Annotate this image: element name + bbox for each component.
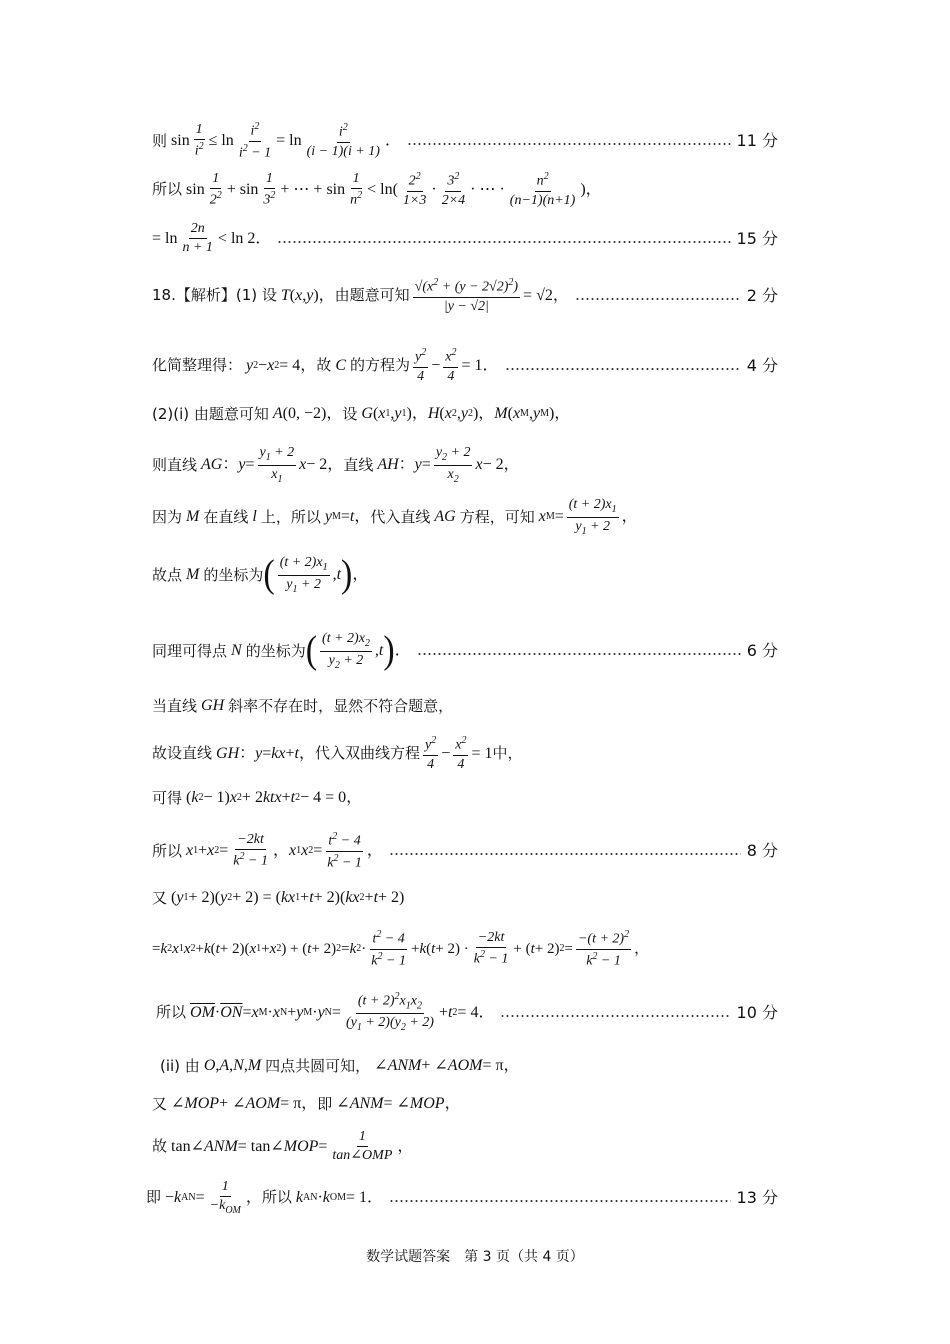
line-1: 则 sin $\frac{1}{i^2}$ ≤ ln $\frac{i^2}{i^2 - 1}$ = ln $\frac{i^2}{(i - 1)(i + 1)}$ ． 11 分 — [152, 121, 778, 161]
score: 2 分 — [746, 285, 778, 305]
dot-leader — [417, 653, 741, 655]
line-19: 又 ∠ MOP + ∠ AOM = π， 即 ∠ ANM = ∠ MOP ， — [152, 1094, 461, 1113]
line-5: 化简整理得： y 2 − x 2 = 4， 故 C 的方程为 $\frac{y^2}{4}$ − $\frac{x^2}{4}$ = 1． 4 分 — [152, 347, 778, 384]
dot-leader — [575, 298, 741, 300]
score: 11 分 — [736, 131, 778, 151]
line-7: 则直线 AG ： y = $\frac{y_1 + 2}{x_1}$ x − 2， 直线 AH ： y = $\frac{y_2 + 2}{x_2}$ x − 2， — [152, 445, 520, 485]
line-18: (ii) 由 O , A , N , M 四点共圆可知， ∠ ANM + ∠ AOM = π， — [160, 1056, 520, 1075]
score: 13 分 — [736, 1187, 778, 1207]
score: 6 分 — [746, 641, 778, 661]
line-9: 故点 M 的坐标为 ( $\frac{(t + 2)x_1}{y_1 + 2}$ , t ) ， — [152, 553, 369, 596]
score: 10 分 — [736, 1002, 778, 1022]
page-footer: 数学试题答案 第 3 页（共 4 页） — [366, 1249, 584, 1265]
line-6: (2)(i) 由题意可知 A (0, −2)， 设 G ( x 1 , y 1 )， H ( x 2 , y 2 )， M ( x M , y M )， — [152, 404, 571, 423]
line-4: 18.【解析】(1) 设 T ( x , y )， 由题意可知 $\frac{√(x^2 + (y - 2√2)^2)}{|y - √2|}$ = √2， 2 分 — [152, 277, 778, 314]
line-2: 所以 sin $\frac{1}{2^2}$ + sin $\frac{1}{3^2}$ + ⋯ + sin $\frac{1}{n^2}$ < ln( $\frac{2^2}{1\times 3}$ · $\frac{3^2}{2\times 4}$ · ⋯ · $\frac{n^2}{(n-1)(n+1)}$ )， — [152, 171, 602, 208]
line-20: 故 tan∠ ANM = tan∠ MOP = $\frac{1}{\text{tan∠OMP}}$ ， — [152, 1129, 414, 1163]
score: 15 分 — [736, 228, 778, 248]
line-14: 所以 x 1 + x 2 = $\frac{-2kt}{k^2 - 1}$ ， x 1 x 2 = $\frac{t^2 - 4}{k^2 - 1}$ ， 8 分 — [152, 831, 778, 871]
line-13: 可得 ( k 2 − 1) x 2 + 2 ktx + t 2 − 4 = 0， — [152, 788, 363, 807]
line-8: 因为 M 在直线 l 上，所以 y M = t ， 代入直线 AG 方程，可知 x M = $\frac{(t + 2)x_1}{y_1 + 2}$ ， — [152, 497, 638, 537]
line-16: = k 2 x 1 x 2 + k ( t + 2)( x 1 + x 2 ) + ( t + 2) 2 = k 2 · $\frac{t^2 - 4}{k^2 - 1}$ + k ( t + 2) · $\frac{-2kt}{k^2 - 1}$ + ( t + 2) 2 = $\frac{-(t + 2)^2}{k^2 - 1}$ ， — [152, 929, 650, 969]
score: 8 分 — [746, 841, 778, 861]
score: 4 分 — [746, 355, 778, 375]
line-17: 所以 $\overline{OM}$ · $\overline{ON}$ = x M · x N + y M · y N = $\frac{(t + 2)^2x_1x_2}{(y_1 + 2)(y_2 + 2)}$ + t 2 = 4． 10 分 — [156, 991, 778, 1034]
line-15: 又 ( y 1 + 2)( y 2 + 2) = ( kx 1 + t + 2)( kx 2 + t + 2) — [152, 888, 405, 907]
dot-leader — [500, 1015, 730, 1017]
line-3: = ln $\frac{2n}{n + 1}$ < ln 2． 15 分 — [152, 221, 778, 255]
line-11: 当直线 GH 斜率不存在时，显然不符合题意， — [152, 696, 454, 715]
dot-leader — [277, 241, 730, 243]
line-12: 故设直线 GH ： y = kx + t ， 代入双曲线方程 $\frac{y^2}{4}$ − $\frac{x^2}{4}$ = 1 中， — [152, 735, 523, 772]
line-21: 即 − k AN = $\frac{1}{-k_{OM}}$ ， 所以 k AN · k OM = 1． 13 分 — [146, 1179, 778, 1216]
dot-leader — [389, 1200, 730, 1202]
dot-leader — [389, 853, 741, 855]
dot-leader — [407, 143, 731, 145]
dot-leader — [505, 368, 741, 370]
line-10: 同理可得点 N 的坐标为 ( $\frac{(t + 2)x_2}{y_2 + 2}$ , t ) ． 6 分 — [152, 629, 778, 672]
